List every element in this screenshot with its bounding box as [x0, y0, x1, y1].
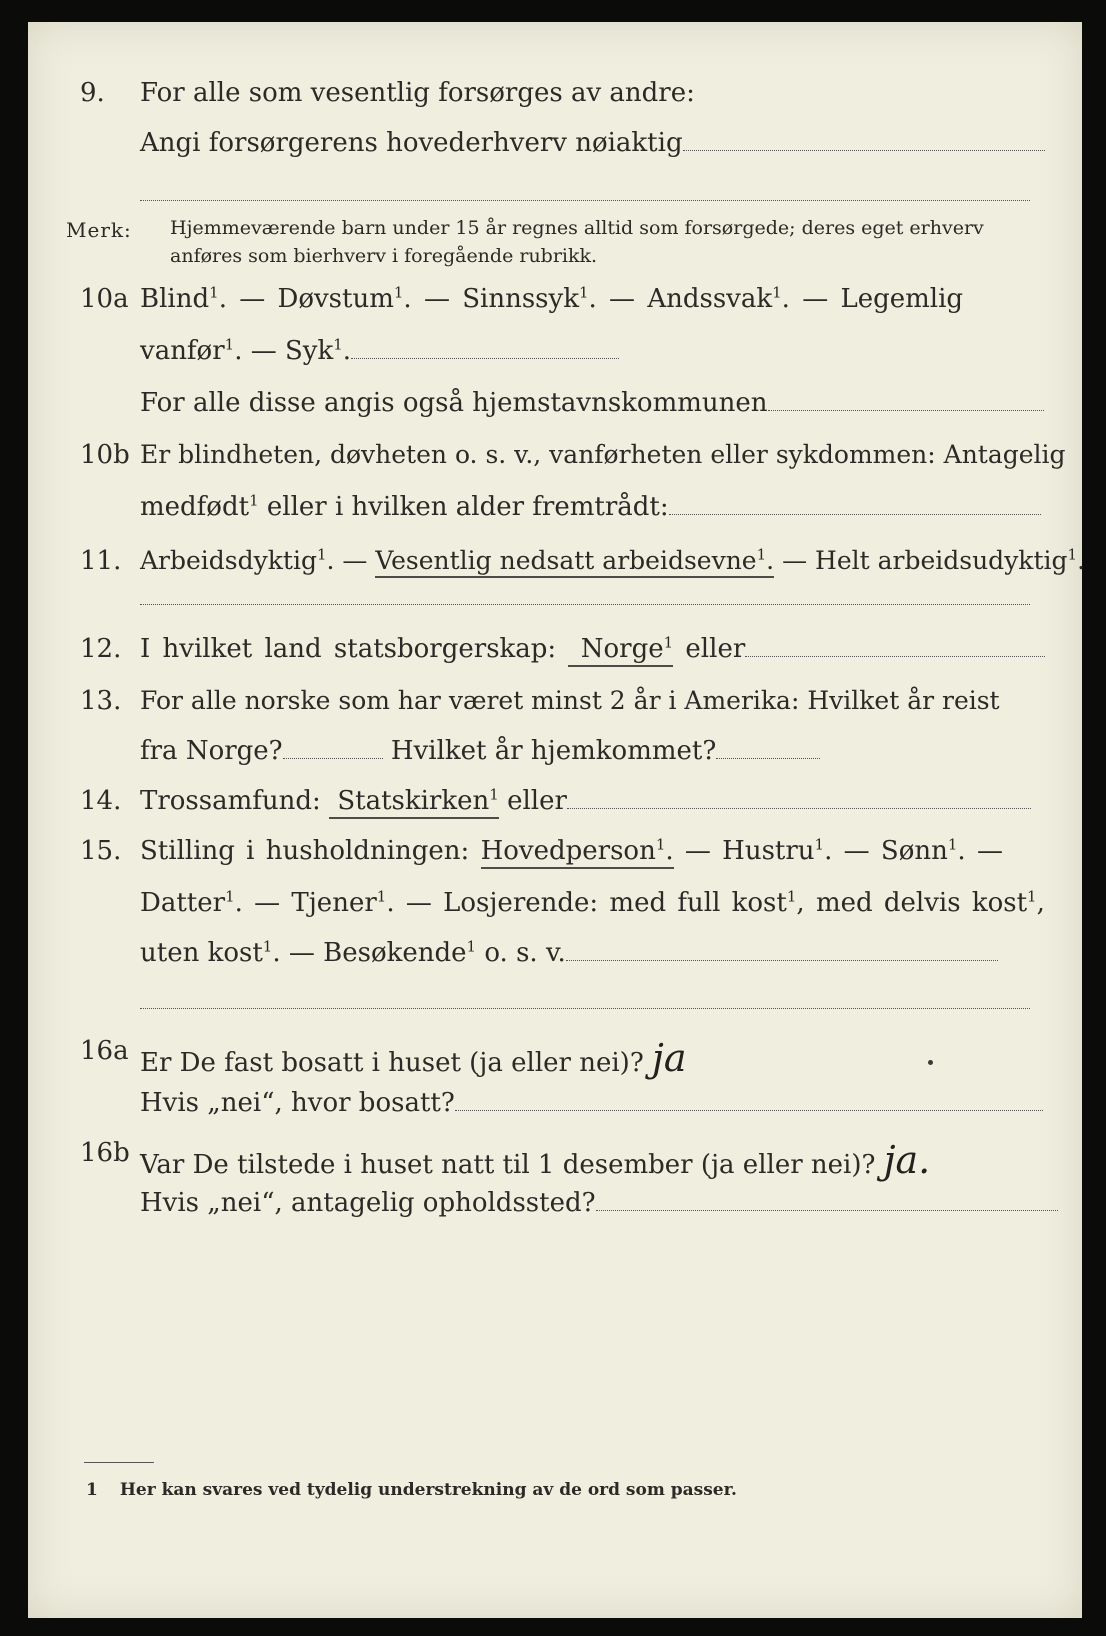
question-text: For alle disse angis også hjemstavnskommunen	[140, 388, 768, 418]
answer-line[interactable]	[566, 959, 998, 961]
question-number: 10b	[80, 440, 130, 470]
osv-text: o. s. v.	[484, 938, 566, 968]
answer-line[interactable]	[683, 149, 1045, 151]
option-vanfor[interactable]: vanfør	[140, 336, 225, 366]
handwritten-answer[interactable]: ja	[652, 1036, 687, 1080]
question-text: Er De fast bosatt i huset (ja eller nei)?	[140, 1048, 644, 1078]
option-besokende[interactable]: Besøkende	[323, 938, 467, 968]
answer-line[interactable]	[567, 807, 1031, 809]
option-dovstum[interactable]: Døvstum	[277, 284, 394, 314]
answer-line[interactable]	[455, 1109, 1043, 1111]
option-helt-arbeidsudyktig[interactable]: Helt arbeidsudyktig	[815, 546, 1068, 575]
option-legemlig[interactable]: Legemlig	[840, 284, 964, 314]
question-number: 11.	[80, 546, 122, 576]
footnote-mark: 1	[86, 1480, 98, 1500]
suffix-text: eller	[685, 634, 746, 664]
footnote-text: Her kan svares ved tydelig understrekning av de ord som passer.	[119, 1480, 737, 1500]
question-text: Angi forsørgerens hovederhverv nøiaktig	[140, 128, 683, 158]
question-number: 12.	[80, 634, 122, 664]
question-number: 10a	[80, 284, 129, 314]
answer-line[interactable]	[140, 1008, 1030, 1009]
handwritten-answer[interactable]: ja.	[883, 1138, 931, 1182]
ink-dot	[928, 1060, 933, 1065]
question-text: Er blindheten, døvheten o. s. v., vanførheten eller sykdommen: Antagelig	[140, 440, 1066, 469]
answer-line[interactable]	[669, 513, 1041, 515]
option-tjener[interactable]: Tjener	[291, 888, 377, 918]
option-blind[interactable]: Blind	[140, 284, 210, 314]
question-text: Hvis „nei“, hvor bosatt?	[140, 1088, 455, 1118]
question-number: 16b	[80, 1138, 130, 1168]
option-losjerende-full-kost[interactable]: Losjerende: med full kost	[443, 888, 787, 918]
option-statskirken[interactable]: Statskirken$^1$	[329, 786, 499, 819]
note-text: Hjemmeværende barn under 15 år regnes alltid som forsørgede; deres eget erhverv anføres som bierhverv i foregående rubrikk.	[170, 217, 984, 267]
option-hovedperson[interactable]: Hovedperson$^1$.	[481, 836, 674, 869]
option-andssvak[interactable]: Andssvak	[647, 284, 773, 314]
option-syk[interactable]: Syk	[284, 336, 334, 366]
answer-line-reist[interactable]	[283, 757, 383, 759]
question-number: 9.	[80, 78, 105, 108]
note-label: Merk:	[66, 218, 132, 242]
question-text: fra Norge?	[140, 736, 283, 766]
question-text: Trossamfund:	[140, 786, 321, 816]
footnote	[86, 1480, 737, 1500]
census-form-page: 9. For alle som vesentlig forsørges av andre: Angi forsørgerens hovederhverv nøiaktig Merk: Hjemmeværende barn under 15 år regnes alltid som forsørgede; deres eget erhverv anføres som bierhverv i foregående rubrikk. 10a Blind$^1$. — Døvstum$^1$. — Sinnssyk$^1$. — Andssvak$^1$. — Legemlig vanfør$^1$. — Syk$^1$. For alle disse angis også hjemstavnskommunen 10b Er blindheten, døvheten o. s. v., vanførheten eller sykdommen: Antagelig medfødt$^1$ eller i hvilken alder fremtrådt: 11. Arbeidsdyktig$^1$. — Vesentlig nedsatt arbeidsevne$^1$. — Helt arbeidsudyktig$^1$. 12. I hvilket land statsborgerskap: Norge$^1$ eller 13. For alle norske som har været minst 2 år i Amerika: Hvilket år reist fra Norge? Hvilket år hjemkommet? 14. Trossamfund: Statskirken$^1$ eller 15. Stilling i husholdningen: Hovedperson$^1$. — Hustru$^1$. — Sønn$^1$. — Datter$^1$. — Tjener$^1$. — Losjerende: med full kost$^1$, med delvis kost$^1$, uten kost$^1$. — Besøkende$^1$ o. s. v. 16a Er De fast bosatt i huset (ja eller nei)? ja Hvis „nei“, hvor bosatt? 16b Var De tilstede i huset natt til 1 desember (ja eller nei)? ja. Hvis „nei“, antagelig opholdssted? 1 Her kan svares ved tydelig understrekning av de ord som passer.	[28, 22, 1082, 1618]
option-uten-kost[interactable]: uten kost	[140, 938, 263, 968]
question-number: 15.	[80, 836, 122, 866]
question-text: Var De tilstede i huset natt til 1 desember (ja eller nei)?	[140, 1150, 876, 1180]
question-number: 14.	[80, 786, 122, 816]
answer-line[interactable]	[351, 357, 619, 359]
question-text: Hvis „nei“, antagelig opholdssted?	[140, 1188, 596, 1218]
question-text: I hvilket land statsborgerskap:	[140, 634, 557, 664]
option-nedsatt-arbeidsevne[interactable]: Vesentlig nedsatt arbeidsevne$^1$.	[375, 546, 774, 578]
answer-line[interactable]	[596, 1209, 1058, 1211]
answer-line[interactable]	[140, 604, 1030, 605]
question-text: For alle norske som har været minst 2 år i Amerika: Hvilket år reist	[140, 686, 1000, 715]
question-text: Stilling i husholdningen:	[140, 836, 470, 866]
option-sinnssyk[interactable]: Sinnssyk	[462, 284, 579, 314]
answer-line[interactable]	[140, 200, 1030, 201]
answer-line[interactable]	[768, 409, 1044, 411]
answer-line[interactable]	[745, 655, 1045, 657]
option-medfodt[interactable]: medfødt	[140, 492, 250, 522]
option-hustru[interactable]: Hustru	[722, 836, 815, 866]
option-arbeidsdyktig[interactable]: Arbeidsdyktig	[140, 546, 317, 575]
footnote-rule	[84, 1462, 154, 1463]
answer-line-hjemkommet[interactable]	[716, 757, 820, 759]
suffix-text: eller	[507, 786, 567, 816]
question-number: 16a	[80, 1036, 129, 1066]
question-text: Hvilket år hjemkommet?	[390, 736, 717, 766]
option-sonn[interactable]: Sønn	[880, 836, 948, 866]
question-text: eller i hvilken alder fremtrådt:	[266, 492, 669, 522]
option-delvis-kost[interactable]: med delvis kost	[815, 888, 1028, 918]
option-datter[interactable]: Datter	[140, 888, 226, 918]
question-text: For alle som vesentlig forsørges av andre:	[140, 78, 695, 108]
option-norge[interactable]: Norge$^1$	[568, 634, 673, 667]
question-number: 13.	[80, 686, 122, 716]
